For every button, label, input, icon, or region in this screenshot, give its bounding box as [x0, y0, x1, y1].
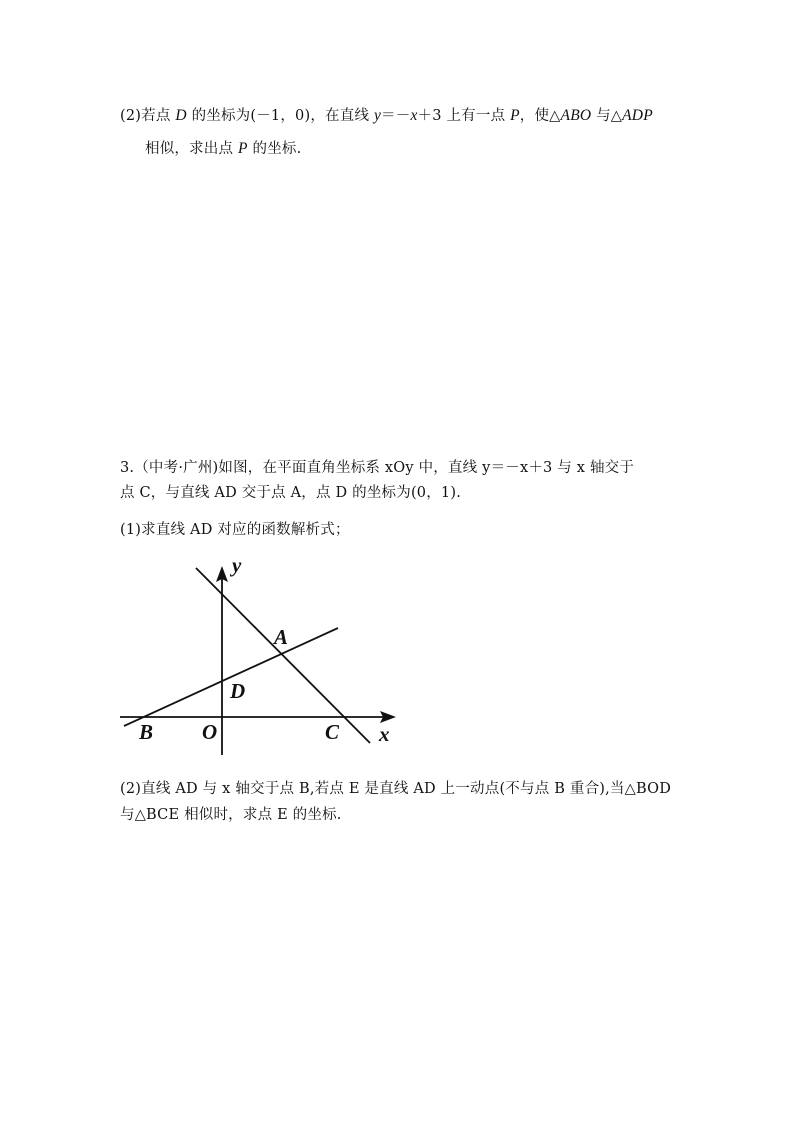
math-variable: P	[238, 140, 248, 157]
label-y: y	[232, 553, 242, 577]
label-D: D	[230, 679, 246, 703]
label-B: B	[139, 720, 154, 744]
label-A: A	[274, 625, 289, 649]
label-C: C	[325, 720, 340, 744]
text-run: 相似，求出点	[145, 141, 239, 157]
text-run: ＋3 上有一点	[417, 108, 511, 124]
text-run: ，使△	[519, 108, 561, 124]
problem3-stem-line2: 点 C，与直线 AD 交于点 A，点 D 的坐标为(0，1).	[120, 485, 462, 501]
text-run: 的坐标为(－1，0)，在直线	[186, 108, 374, 124]
math-variable: x	[410, 107, 418, 124]
math-variable: P	[510, 107, 520, 124]
problem3-part2-line2: 与△BCE 相似时，求点 E 的坐标.	[120, 807, 342, 823]
math-variable: D	[175, 107, 187, 124]
problem2-part2-line1	[120, 104, 653, 125]
text-run: (2)若点	[120, 108, 176, 124]
text-run: ＝－	[381, 108, 411, 124]
problem3-stem-line1: 3.（中考·广州)如图，在平面直角坐标系 xOy 中，直线 y＝－x＋3 与 x 轴交于	[120, 460, 635, 476]
label-x: x	[379, 722, 390, 746]
math-variable: ABO	[560, 107, 592, 124]
problem3-part2-line1: (2)直线 AD 与 x 轴交于点 B,若点 E 是直线 AD 上一动点(不与点 B 重合),当△BOD	[120, 781, 672, 797]
text-run: 与△	[591, 108, 623, 124]
text-run: 的坐标.	[247, 141, 302, 157]
coordinate-figure	[112, 550, 412, 765]
math-variable: y	[373, 107, 382, 124]
label-O: O	[202, 720, 218, 744]
problem2-part2-line2	[145, 137, 301, 158]
problem3-part1: (1)求直线 AD 对应的函数解析式；	[120, 522, 350, 538]
line-AD	[124, 628, 338, 726]
math-variable: ADP	[622, 107, 653, 124]
